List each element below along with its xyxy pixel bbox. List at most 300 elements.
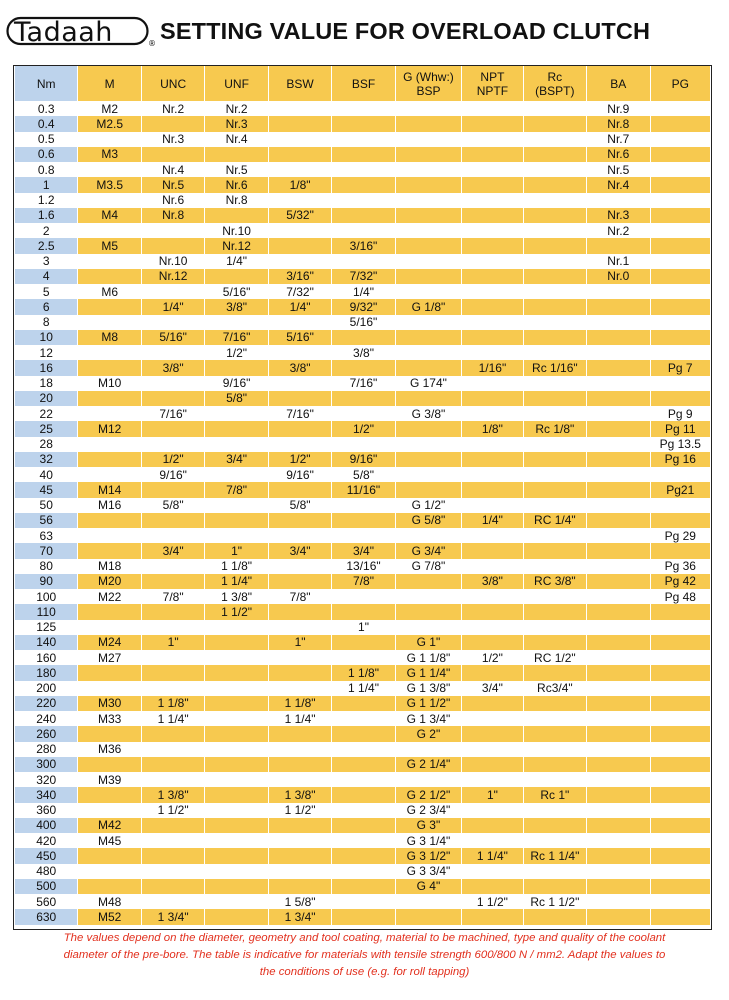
table-cell	[462, 437, 523, 452]
table-cell	[462, 315, 523, 330]
table-row	[15, 284, 711, 299]
table-cell: 100	[15, 589, 78, 604]
table-row	[15, 360, 711, 375]
table-cell	[268, 116, 331, 131]
table-cell	[205, 360, 268, 375]
table-cell: M42	[78, 818, 141, 833]
table-cell: 9/16"	[141, 467, 204, 482]
table-cell	[78, 787, 141, 802]
table-cell	[78, 757, 141, 772]
table-cell	[268, 818, 331, 833]
table-cell	[332, 635, 395, 650]
table-cell: 7/16"	[141, 406, 204, 421]
table-cell: Nr.9	[587, 101, 650, 116]
table-cell	[462, 269, 523, 284]
table-cell	[205, 894, 268, 909]
column-header	[141, 66, 204, 101]
table-cell	[523, 101, 586, 116]
table-cell: 1 3/8"	[141, 787, 204, 802]
table-cell	[141, 604, 204, 619]
table-cell	[587, 376, 650, 391]
table-cell: 500	[15, 879, 78, 894]
table-cell	[523, 879, 586, 894]
table-cell	[650, 803, 710, 818]
table-cell	[587, 345, 650, 360]
table-cell: G 2 3/4"	[395, 803, 461, 818]
table-cell	[395, 589, 461, 604]
table-cell	[332, 193, 395, 208]
table-cell: Nr.10	[141, 254, 204, 269]
table-cell: 7/8"	[205, 482, 268, 497]
table-cell	[650, 284, 710, 299]
table-cell: 1 3/8"	[268, 787, 331, 802]
table-cell	[587, 330, 650, 345]
table-cell	[141, 376, 204, 391]
table-cell: Nr.3	[205, 116, 268, 131]
table-cell: 420	[15, 833, 78, 848]
table-cell	[523, 437, 586, 452]
table-cell	[268, 223, 331, 238]
table-row	[15, 559, 711, 574]
table-cell	[587, 421, 650, 436]
table-cell	[462, 818, 523, 833]
table-cell	[268, 864, 331, 879]
table-row	[15, 162, 711, 177]
table-cell: RC 1/4"	[523, 513, 586, 528]
table-cell	[141, 116, 204, 131]
table-cell: 1 1/2"	[141, 803, 204, 818]
table-cell: G 3 3/4"	[395, 864, 461, 879]
table-cell	[332, 391, 395, 406]
table-cell	[587, 864, 650, 879]
table-row	[15, 147, 711, 162]
table-cell	[523, 833, 586, 848]
table-cell	[523, 635, 586, 650]
table-cell	[650, 772, 710, 787]
table-cell	[462, 467, 523, 482]
table-cell	[587, 543, 650, 558]
column-header-label: PG	[671, 76, 689, 91]
table-cell: 1"	[332, 620, 395, 635]
table-cell	[650, 848, 710, 863]
table-cell	[268, 147, 331, 162]
table-cell: Pg 9	[650, 406, 710, 421]
table-cell: 1"	[268, 635, 331, 650]
table-cell: Nr.7	[587, 132, 650, 147]
table-cell: 160	[15, 650, 78, 665]
table-cell: 240	[15, 711, 78, 726]
table-cell: Nr.12	[205, 238, 268, 253]
table-cell	[332, 437, 395, 452]
table-cell: G 1 1/4"	[395, 665, 461, 680]
table-cell: G 7/8"	[395, 559, 461, 574]
table-cell	[587, 513, 650, 528]
table-cell	[523, 604, 586, 619]
table-cell	[78, 360, 141, 375]
table-cell: 3/16"	[332, 238, 395, 253]
table-cell	[587, 757, 650, 772]
table-cell	[587, 360, 650, 375]
table-cell	[587, 787, 650, 802]
table-row	[15, 787, 711, 802]
table-cell	[462, 528, 523, 543]
table-row	[15, 742, 711, 757]
table-cell	[205, 635, 268, 650]
table-cell: 1 1/8"	[141, 696, 204, 711]
table-cell	[587, 909, 650, 924]
table-cell	[587, 452, 650, 467]
table-cell	[462, 223, 523, 238]
table-cell	[462, 757, 523, 772]
table-cell	[523, 162, 586, 177]
footnote	[10, 930, 719, 981]
table-cell: 1/2"	[332, 421, 395, 436]
table-cell	[650, 620, 710, 635]
table-cell	[587, 559, 650, 574]
table-cell	[523, 193, 586, 208]
table-cell	[332, 604, 395, 619]
column-header	[462, 66, 523, 101]
table-cell	[650, 757, 710, 772]
table-cell	[462, 101, 523, 116]
table-cell	[332, 330, 395, 345]
table-cell: Pg 42	[650, 574, 710, 589]
column-header	[78, 66, 141, 101]
table-cell: 280	[15, 742, 78, 757]
table-cell	[587, 391, 650, 406]
table-cell	[332, 223, 395, 238]
table-cell: 3/8"	[332, 345, 395, 360]
table-row	[15, 513, 711, 528]
table-cell	[462, 299, 523, 314]
column-header-sublabel: (BSPT)	[535, 83, 575, 98]
table-cell: 1 3/4"	[141, 909, 204, 924]
table-cell: Rc 1/16"	[523, 360, 586, 375]
table-cell	[462, 711, 523, 726]
table-cell: 12	[15, 345, 78, 360]
table-cell: 1/8"	[268, 177, 331, 192]
table-cell	[462, 284, 523, 299]
table-cell: M8	[78, 330, 141, 345]
table-cell	[268, 101, 331, 116]
table-cell	[205, 772, 268, 787]
table-cell	[332, 177, 395, 192]
table-cell	[268, 376, 331, 391]
table-cell	[205, 437, 268, 452]
table-cell: M20	[78, 574, 141, 589]
table-cell	[332, 848, 395, 863]
column-header	[332, 66, 395, 101]
table-cell: 0.5	[15, 132, 78, 147]
table-cell: 10	[15, 330, 78, 345]
table-cell	[395, 360, 461, 375]
table-cell	[523, 345, 586, 360]
table-cell	[650, 376, 710, 391]
table-cell: RC 1/2"	[523, 650, 586, 665]
table-cell: 5/8"	[268, 498, 331, 513]
table-cell	[205, 421, 268, 436]
table-cell	[587, 742, 650, 757]
column-header-label: M	[104, 76, 115, 91]
table-cell	[78, 879, 141, 894]
table-cell: 1 1/8"	[205, 559, 268, 574]
table-cell	[268, 681, 331, 696]
table-cell: G 5/8"	[395, 513, 461, 528]
table-cell	[462, 665, 523, 680]
table-cell: 1/2"	[268, 452, 331, 467]
table-cell	[523, 147, 586, 162]
table-cell	[523, 772, 586, 787]
table-cell: 7/8"	[332, 574, 395, 589]
table-cell	[268, 421, 331, 436]
table-cell	[587, 711, 650, 726]
table-cell	[650, 299, 710, 314]
table-cell: 5/16"	[141, 330, 204, 345]
table-cell: 1/2"	[462, 650, 523, 665]
table-cell: M45	[78, 833, 141, 848]
table-cell: G 2"	[395, 726, 461, 741]
table-cell: 1"	[462, 787, 523, 802]
table-cell: Nr.6	[587, 147, 650, 162]
table-cell	[650, 742, 710, 757]
table-cell: 1.6	[15, 208, 78, 223]
table-cell: 1/16"	[462, 360, 523, 375]
table-row	[15, 482, 711, 497]
table-cell	[523, 177, 586, 192]
table-cell	[141, 437, 204, 452]
table-row	[15, 269, 711, 284]
table-cell	[395, 437, 461, 452]
table-cell: 28	[15, 437, 78, 452]
table-cell: 4	[15, 269, 78, 284]
table-cell	[523, 284, 586, 299]
table-cell	[650, 330, 710, 345]
table-row	[15, 437, 711, 452]
table-cell	[650, 345, 710, 360]
table-cell: 630	[15, 909, 78, 924]
table-cell	[205, 498, 268, 513]
table-cell: 320	[15, 772, 78, 787]
table-row	[15, 376, 711, 391]
table-cell	[78, 543, 141, 558]
table-cell: 1 1/2"	[462, 894, 523, 909]
table-cell: Nr.3	[141, 132, 204, 147]
table-cell	[395, 452, 461, 467]
table-cell: Pg 48	[650, 589, 710, 604]
table-row	[15, 116, 711, 131]
table-cell	[141, 482, 204, 497]
table-cell	[141, 864, 204, 879]
table-cell	[141, 528, 204, 543]
table-cell: 1/4"	[462, 513, 523, 528]
table-cell	[332, 513, 395, 528]
table-cell	[462, 559, 523, 574]
table-cell	[395, 315, 461, 330]
table-cell: M22	[78, 589, 141, 604]
table-cell: 1/4"	[268, 299, 331, 314]
table-cell: G 4"	[395, 879, 461, 894]
table-cell	[523, 467, 586, 482]
table-cell: 1/4"	[332, 284, 395, 299]
table-cell: 1/8"	[462, 421, 523, 436]
table-cell: 1/2"	[205, 345, 268, 360]
table-cell	[462, 254, 523, 269]
table-cell: 1 1/4"	[205, 574, 268, 589]
table-cell	[523, 757, 586, 772]
table-cell	[587, 665, 650, 680]
table-cell	[587, 193, 650, 208]
table-cell	[332, 406, 395, 421]
table-cell	[462, 909, 523, 924]
table-cell	[332, 101, 395, 116]
table-cell	[650, 833, 710, 848]
table-header-row	[15, 66, 711, 101]
table-cell	[141, 726, 204, 741]
table-cell: Nr.10	[205, 223, 268, 238]
table-cell	[523, 726, 586, 741]
table-cell: 3/8"	[141, 360, 204, 375]
table-cell: 1 3/8"	[205, 589, 268, 604]
svg-text:Tadaah: Tadaah	[14, 17, 113, 48]
table-cell	[462, 116, 523, 131]
table-cell	[650, 116, 710, 131]
table-cell	[395, 101, 461, 116]
table-cell: 1 1/8"	[332, 665, 395, 680]
table-cell	[268, 132, 331, 147]
table-cell	[462, 864, 523, 879]
table-cell	[462, 177, 523, 192]
table-cell	[523, 482, 586, 497]
table-cell	[395, 132, 461, 147]
table-cell	[268, 848, 331, 863]
table-cell: 1/4"	[205, 254, 268, 269]
table-cell: 8	[15, 315, 78, 330]
table-cell: Pg 29	[650, 528, 710, 543]
table-cell: G 3 1/2"	[395, 848, 461, 863]
table-cell	[650, 513, 710, 528]
table-cell	[78, 726, 141, 741]
table-cell: M30	[78, 696, 141, 711]
table-cell	[462, 879, 523, 894]
table-cell	[332, 132, 395, 147]
table-cell: 7/16"	[332, 376, 395, 391]
table-cell	[587, 848, 650, 863]
table-cell: 50	[15, 498, 78, 513]
table-cell	[268, 650, 331, 665]
table-cell: 1 1/4"	[462, 848, 523, 863]
table-cell	[332, 818, 395, 833]
column-header	[587, 66, 650, 101]
table-cell	[268, 604, 331, 619]
table-cell	[141, 665, 204, 680]
table-cell	[141, 223, 204, 238]
table-cell	[332, 879, 395, 894]
table-cell: Rc3/4"	[523, 681, 586, 696]
table-cell	[587, 406, 650, 421]
column-header-label: G (Whw:)	[403, 69, 454, 84]
table-cell: 1 1/4"	[141, 711, 204, 726]
table-cell: Nr.8	[587, 116, 650, 131]
table-cell	[332, 742, 395, 757]
table-cell: 20	[15, 391, 78, 406]
table-cell: 7/32"	[332, 269, 395, 284]
table-cell	[650, 269, 710, 284]
table-cell	[332, 650, 395, 665]
table-cell: G 174"	[395, 376, 461, 391]
table-cell	[523, 330, 586, 345]
table-row	[15, 315, 711, 330]
table-cell	[523, 391, 586, 406]
table-cell: M2	[78, 101, 141, 116]
table-cell	[462, 345, 523, 360]
table-cell	[395, 574, 461, 589]
table-cell: 480	[15, 864, 78, 879]
table-cell	[523, 711, 586, 726]
table-cell: M24	[78, 635, 141, 650]
table-cell: M52	[78, 909, 141, 924]
table-cell: M36	[78, 742, 141, 757]
table-cell	[268, 345, 331, 360]
table-body	[15, 101, 711, 925]
table-cell	[523, 315, 586, 330]
table-cell: G 1 1/8"	[395, 650, 461, 665]
table-cell	[587, 879, 650, 894]
table-cell	[462, 193, 523, 208]
table-cell	[395, 467, 461, 482]
table-cell	[395, 482, 461, 497]
table-cell	[78, 803, 141, 818]
column-header-label: Rc	[547, 69, 563, 84]
table-cell: 2.5	[15, 238, 78, 253]
footnote-line-3: the conditions of use (e.g. for roll tapping)	[259, 966, 470, 978]
table-cell	[205, 696, 268, 711]
table-cell	[332, 894, 395, 909]
table-cell: 220	[15, 696, 78, 711]
table-cell: 5	[15, 284, 78, 299]
table-cell: 9/32"	[332, 299, 395, 314]
table-row	[15, 101, 711, 116]
table-cell: M18	[78, 559, 141, 574]
table-cell	[332, 757, 395, 772]
table-cell	[587, 482, 650, 497]
table-row	[15, 254, 711, 269]
table-row	[15, 879, 711, 894]
table-cell: Nr.4	[205, 132, 268, 147]
table-cell: Rc 1 1/2"	[523, 894, 586, 909]
table-cell: 560	[15, 894, 78, 909]
table-cell: 9/16"	[205, 376, 268, 391]
table-row	[15, 452, 711, 467]
table-cell: 32	[15, 452, 78, 467]
setting-value-table	[13, 65, 712, 930]
table-row	[15, 345, 711, 360]
table-cell	[141, 513, 204, 528]
table-cell	[395, 116, 461, 131]
table-cell: 300	[15, 757, 78, 772]
table-cell	[205, 620, 268, 635]
column-header-label: BSW	[286, 76, 314, 91]
table-cell	[332, 498, 395, 513]
table-row	[15, 635, 711, 650]
table-cell	[78, 513, 141, 528]
table-cell	[205, 147, 268, 162]
page-title: SETTING VALUE FOR OVERLOAD CLUTCH	[160, 18, 651, 44]
table-row	[15, 818, 711, 833]
table-cell: 140	[15, 635, 78, 650]
brand-logo-mark	[6, 14, 156, 50]
table-cell	[78, 132, 141, 147]
table-cell	[332, 909, 395, 924]
